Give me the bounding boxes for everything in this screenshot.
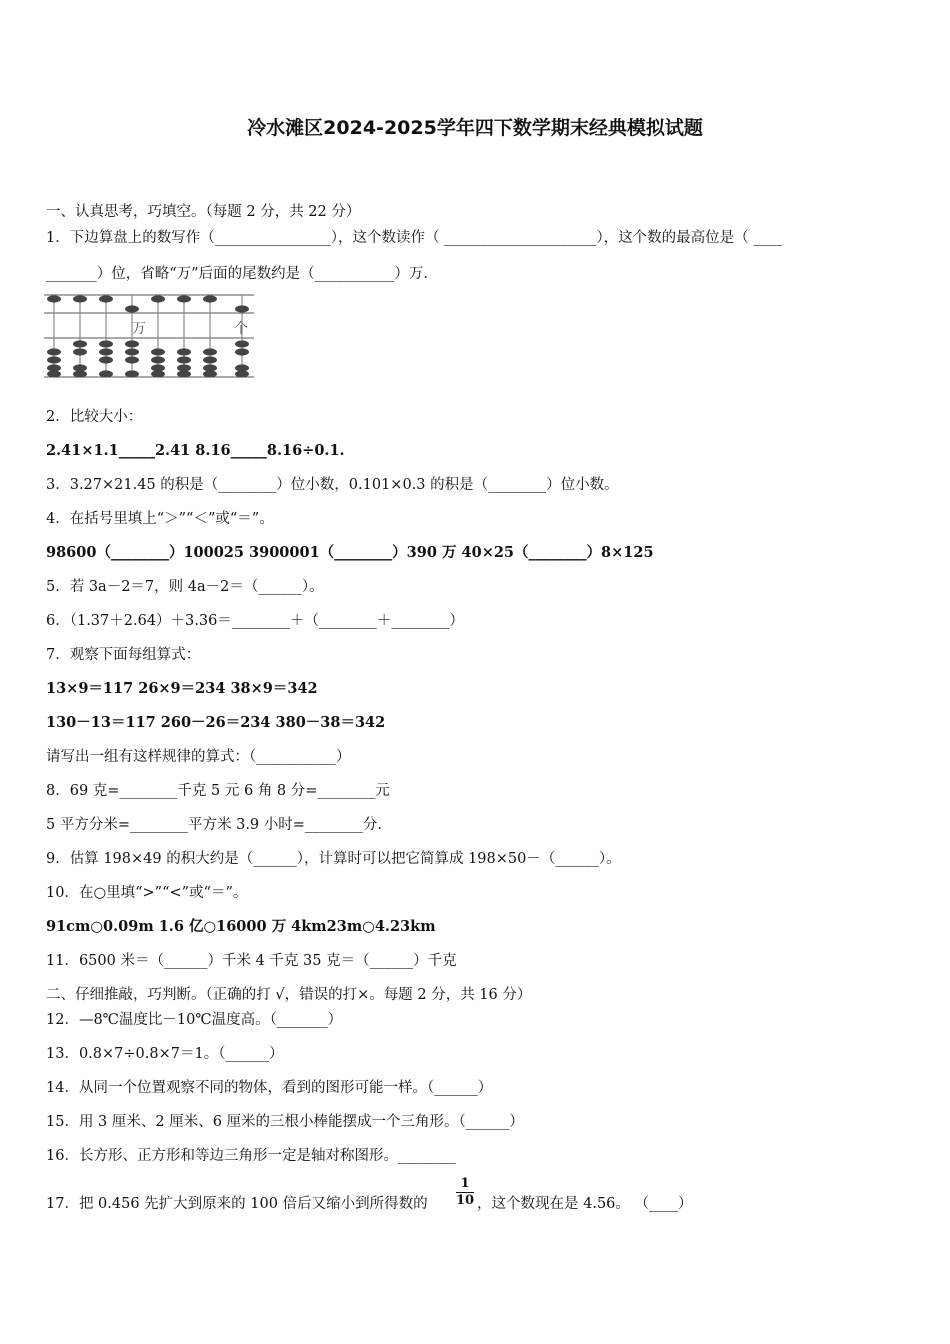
- fraction-denominator: 10: [455, 1193, 475, 1208]
- abacus-label-ge: 个: [234, 321, 248, 337]
- question-14: 14．从同一个位置观察不同的物体，看到的图形可能一样。（______）: [46, 1080, 493, 1096]
- fraction-one-tenth: [455, 1176, 475, 1209]
- abacus-label-wan: 万: [132, 321, 146, 337]
- question-8-line-1: 8．69 克=________千克 5 元 6 角 8 分=________元: [46, 783, 390, 799]
- question-7-row-2: 130－13＝117 260－26＝234 380－38＝342: [46, 714, 386, 731]
- question-17-part-2: ，这个数现在是 4.56。 （____）: [477, 1196, 693, 1212]
- page-title: 冷水滩区2024-2025学年四下数学期末经典模拟试题: [247, 117, 703, 139]
- question-12: 12．—8℃温度比－10℃温度高。（_______）: [46, 1012, 343, 1028]
- question-6: 6．（1.37＋2.64）＋3.36＝________＋（________＋________）: [46, 613, 464, 629]
- question-13: 13．0.8×7÷0.8×7＝1。（______）: [46, 1046, 284, 1062]
- abacus-image: [44, 291, 256, 381]
- section-2-heading: 二、仔细推敲，巧判断。（正确的打 √，错误的打×。每题 2 分，共 16 分）: [46, 987, 532, 1003]
- question-16: 16．长方形、正方形和等边三角形一定是轴对称图形。________: [46, 1148, 456, 1164]
- question-2: 2．比较大小：: [46, 409, 143, 425]
- question-7: 7．观察下面每组算式：: [46, 647, 201, 663]
- question-4-items: 98600（________）100025 3900001（________）390 万 40×25（________）8×125: [46, 544, 654, 561]
- question-3: 3．3.27×21.45 的积是（________）位小数，0.101×0.3 的积是（________）位小数。: [46, 477, 619, 493]
- question-1-line-1: 1．下边算盘上的数写作（________________），这个数读作（ _____________________），这个数的最高位是（ ____: [46, 230, 783, 246]
- question-10-items: 91cm○0.09m 1.6 亿○16000 万 4km23m○4.23km: [46, 918, 436, 935]
- question-4: 4．在括号里填上“＞”“＜”或“＝”。: [46, 511, 274, 527]
- question-11: 11．6500 米＝（______）千米 4 千克 35 克＝（______）千克: [46, 953, 457, 969]
- question-8-line-2: 5 平方分米=________平方米 3.9 小时=________分.: [46, 817, 383, 833]
- question-15: 15．用 3 厘米、2 厘米、6 厘米的三根小棒能摆成一个三角形。（______）: [46, 1114, 524, 1130]
- section-1-heading: 一、认真思考，巧填空。（每题 2 分，共 22 分）: [46, 204, 361, 220]
- question-2-items: 2.41×1.1_____2.41 8.16_____8.16÷0.1.: [46, 442, 345, 459]
- fraction-numerator: 1: [460, 1176, 470, 1191]
- question-9: 9．估算 198×49 的积大约是（______），计算时可以把它简算成 198×50－（______）。: [46, 851, 621, 867]
- question-1-line-2: _______）位，省略“万”后面的尾数约是（___________）万.: [46, 266, 428, 282]
- question-17-part-1: 17．把 0.456 先扩大到原来的 100 倍后又缩小到所得数的: [46, 1196, 428, 1212]
- question-7-prompt: 请写出一组有这样规律的算式：（___________）: [46, 749, 351, 765]
- question-10: 10．在○里填“>”“<”或“＝”。: [46, 885, 248, 901]
- question-7-row-1: 13×9＝117 26×9＝234 38×9＝342: [46, 680, 318, 697]
- question-5: 5．若 3a－2＝7，则 4a－2＝（______）。: [46, 579, 324, 595]
